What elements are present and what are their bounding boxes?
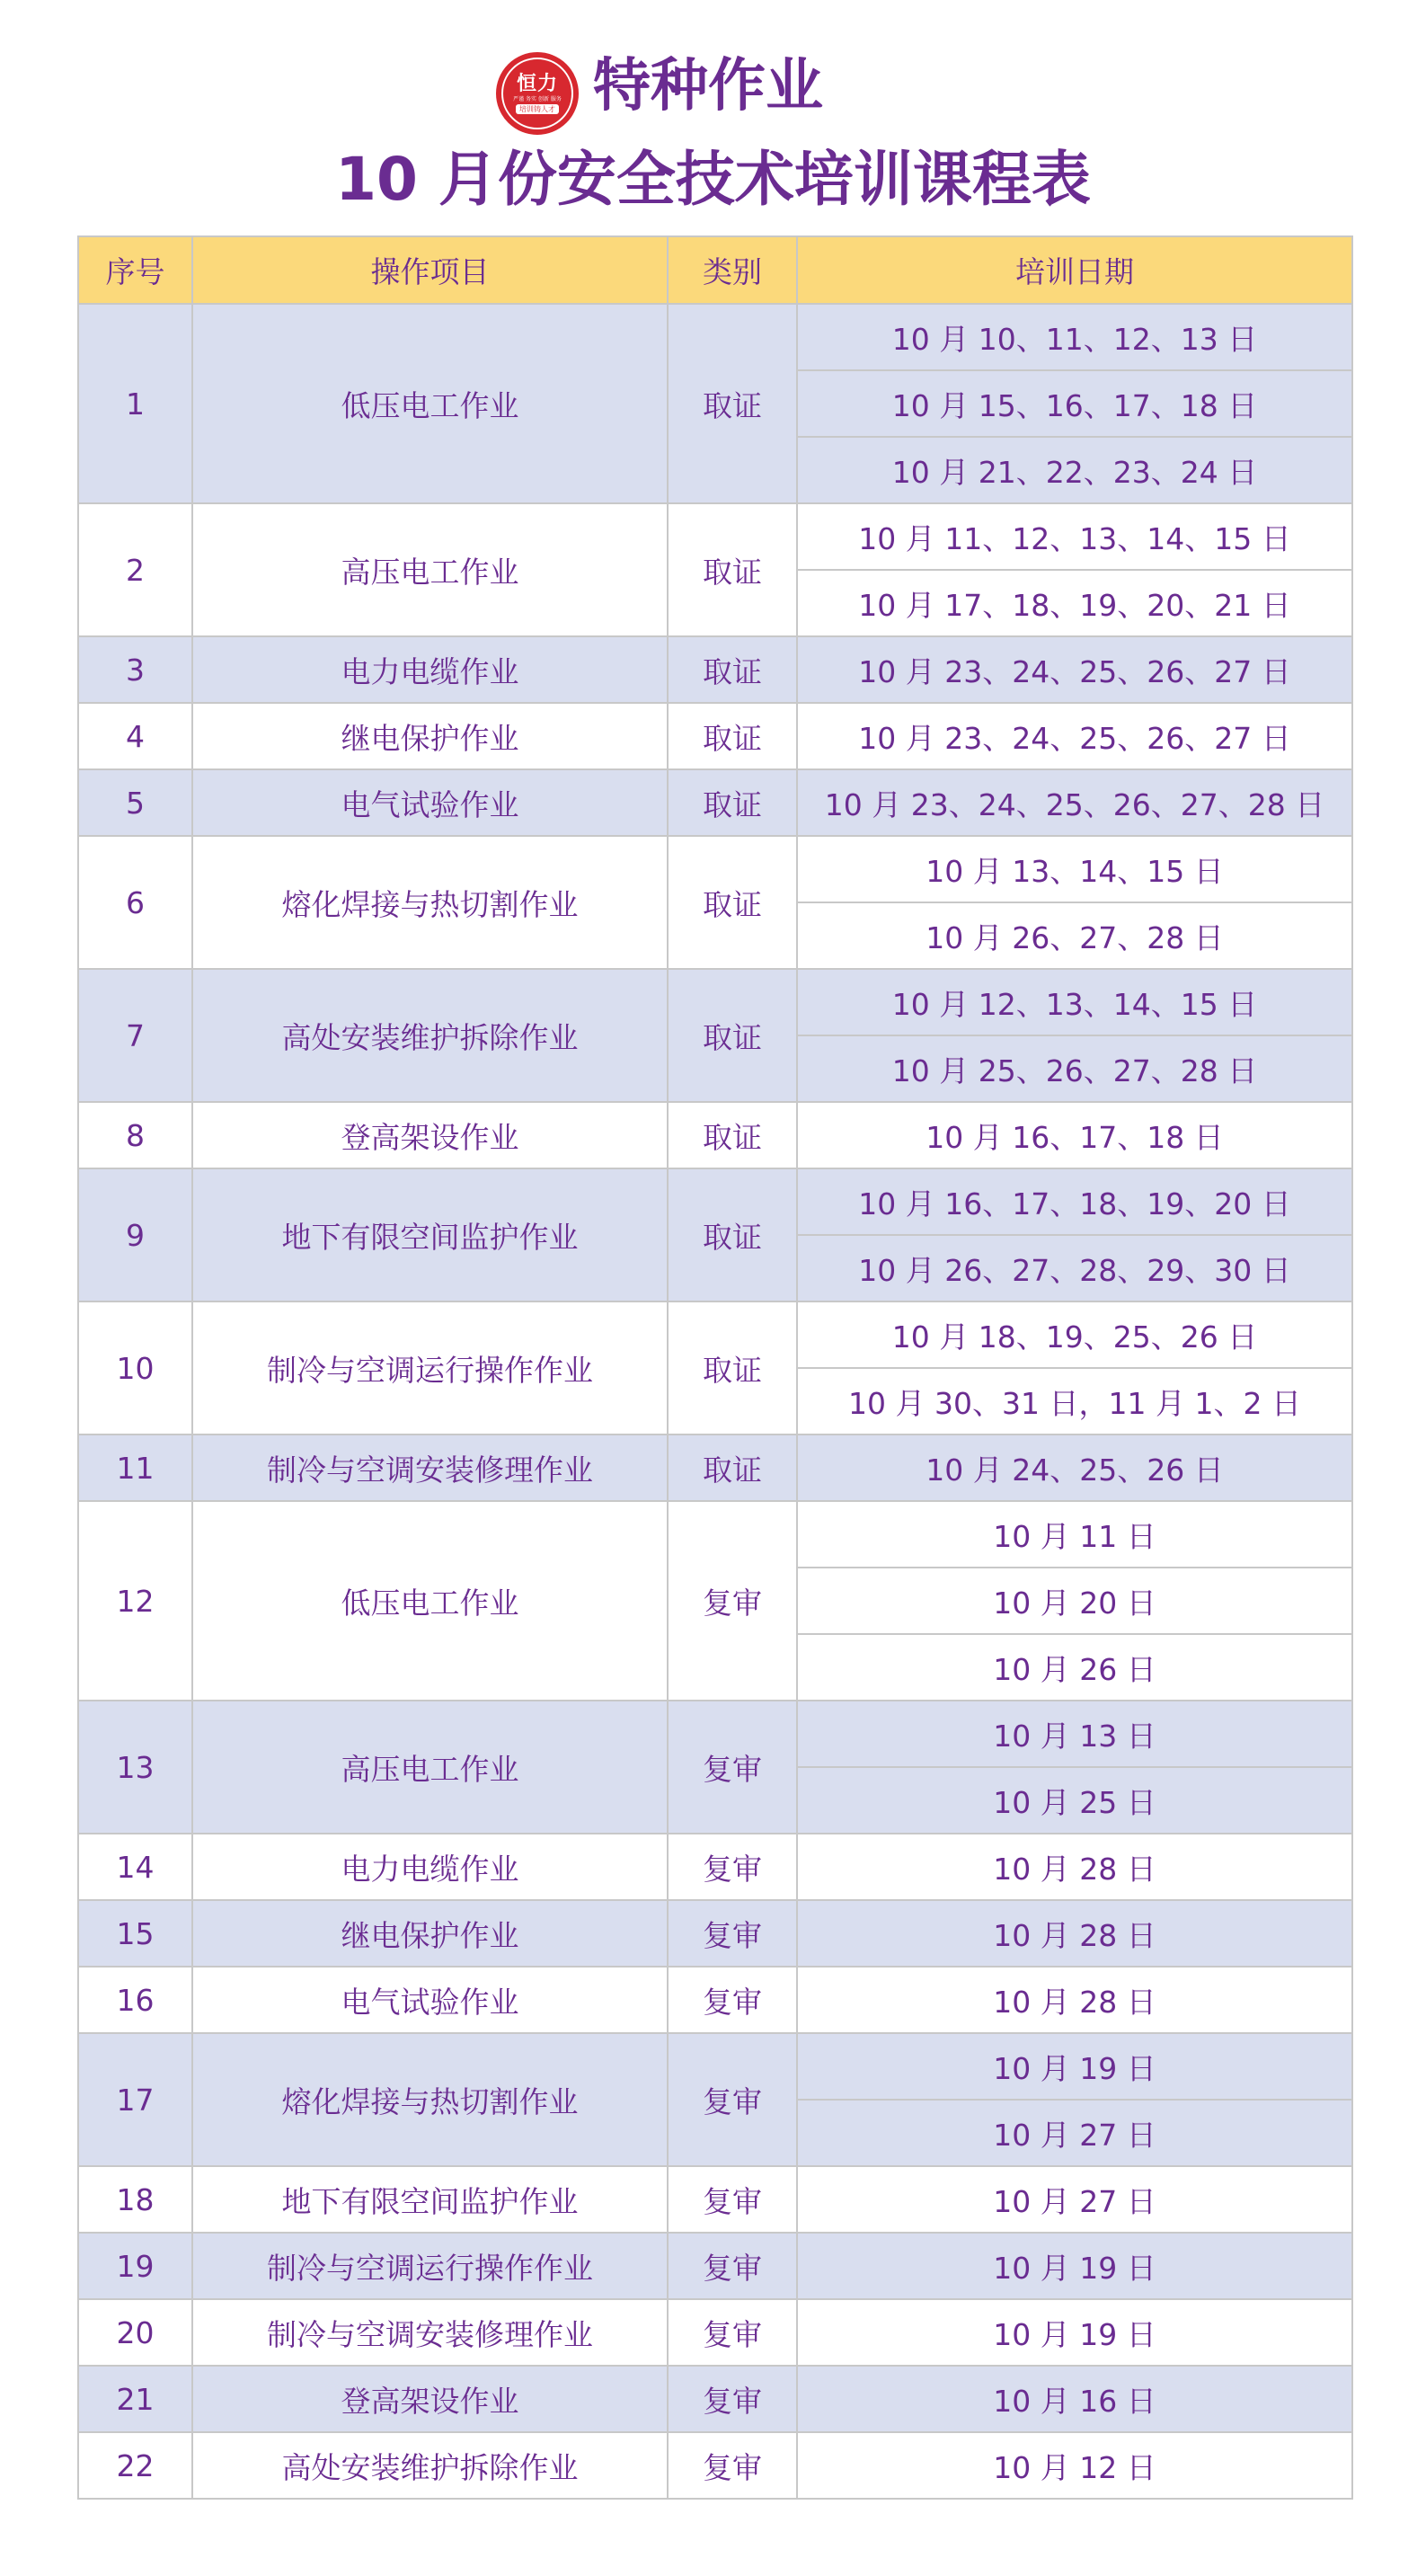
row-number-cell: 7 (78, 969, 192, 1102)
operation-item-cell: 熔化焊接与热切割作业 (192, 836, 668, 969)
table-row (78, 1168, 1352, 1235)
table-row (78, 1102, 1352, 1168)
training-date-cell: 10 月 13 日 (797, 1701, 1352, 1767)
table-row (78, 2166, 1352, 2233)
row-number-cell: 4 (78, 703, 192, 769)
training-date-cell: 10 月 15、16、17、18 日 (797, 370, 1352, 437)
row-number-cell: 21 (78, 2366, 192, 2432)
training-date-cell: 10 月 10、11、12、13 日 (797, 304, 1352, 370)
table-row (78, 1967, 1352, 2033)
row-number-cell: 11 (78, 1435, 192, 1501)
category-cell: 复审 (668, 1701, 797, 1834)
table-row (78, 636, 1352, 703)
table-header-row (78, 236, 1352, 304)
operation-item-cell: 高处安装维护拆除作业 (192, 2432, 668, 2499)
category-cell: 取证 (668, 969, 797, 1102)
training-date-cell: 10 月 21、22、23、24 日 (797, 437, 1352, 503)
row-number-cell: 16 (78, 1967, 192, 2033)
training-date-cell: 10 月 13、14、15 日 (797, 836, 1352, 902)
category-cell: 取证 (668, 636, 797, 703)
logo-sub-text: 培训铸人才 (516, 104, 559, 114)
category-cell: 复审 (668, 1501, 797, 1701)
logo-slogan-text: 严谨 务实 创新 服务 (513, 95, 562, 102)
logo-brand-text: 恒力 (516, 72, 558, 95)
row-number-cell: 8 (78, 1102, 192, 1168)
training-date-cell: 10 月 20 日 (797, 1568, 1352, 1634)
category-cell: 取证 (668, 703, 797, 769)
training-date-cell: 10 月 26、27、28、29、30 日 (797, 1235, 1352, 1301)
operation-item-cell: 地下有限空间监护作业 (192, 2166, 668, 2233)
table-row (78, 836, 1352, 902)
category-cell: 复审 (668, 2166, 797, 2233)
table-row (78, 2033, 1352, 2100)
header-no: 序号 (78, 236, 192, 304)
operation-item-cell: 继电保护作业 (192, 1900, 668, 1967)
schedule-table (77, 235, 1353, 2500)
training-date-cell: 10 月 25、26、27、28 日 (797, 1035, 1352, 1102)
table-row (78, 1301, 1352, 1368)
category-cell: 取证 (668, 1435, 797, 1501)
category-cell: 复审 (668, 2299, 797, 2366)
table-row (78, 503, 1352, 570)
header-type: 类别 (668, 236, 797, 304)
training-date-cell: 10 月 19 日 (797, 2233, 1352, 2299)
operation-item-cell: 登高架设作业 (192, 1102, 668, 1168)
training-date-cell: 10 月 16 日 (797, 2366, 1352, 2432)
row-number-cell: 2 (78, 503, 192, 636)
table-row (78, 2299, 1352, 2366)
operation-item-cell: 电气试验作业 (192, 769, 668, 836)
training-date-cell: 10 月 24、25、26 日 (797, 1435, 1352, 1501)
table-row (78, 1834, 1352, 1900)
category-cell: 复审 (668, 1834, 797, 1900)
row-number-cell: 17 (78, 2033, 192, 2166)
category-cell: 取证 (668, 836, 797, 969)
category-cell: 复审 (668, 1967, 797, 2033)
category-cell: 复审 (668, 2366, 797, 2432)
training-date-cell: 10 月 26、27、28 日 (797, 902, 1352, 969)
training-date-cell: 10 月 28 日 (797, 1834, 1352, 1900)
operation-item-cell: 高压电工作业 (192, 503, 668, 636)
table-row (78, 1701, 1352, 1767)
operation-item-cell: 电力电缆作业 (192, 636, 668, 703)
category-cell: 复审 (668, 1900, 797, 1967)
table-row (78, 2233, 1352, 2299)
category-cell: 取证 (668, 1301, 797, 1435)
training-date-cell: 10 月 16、17、18 日 (797, 1102, 1352, 1168)
row-number-cell: 5 (78, 769, 192, 836)
category-cell: 取证 (668, 1102, 797, 1168)
company-logo (496, 52, 579, 135)
operation-item-cell: 继电保护作业 (192, 703, 668, 769)
operation-item-cell: 制冷与空调运行操作作业 (192, 2233, 668, 2299)
training-date-cell: 10 月 19 日 (797, 2299, 1352, 2366)
training-date-cell: 10 月 23、24、25、26、27 日 (797, 636, 1352, 703)
row-number-cell: 18 (78, 2166, 192, 2233)
training-date-cell: 10 月 23、24、25、26、27、28 日 (797, 769, 1352, 836)
training-date-cell: 10 月 28 日 (797, 1967, 1352, 2033)
category-cell: 取证 (668, 503, 797, 636)
operation-item-cell: 地下有限空间监护作业 (192, 1168, 668, 1301)
table-row (78, 769, 1352, 836)
table-body (78, 304, 1352, 2499)
operation-item-cell: 制冷与空调安装修理作业 (192, 2299, 668, 2366)
row-number-cell: 9 (78, 1168, 192, 1301)
category-cell: 复审 (668, 2033, 797, 2166)
operation-item-cell: 低压电工作业 (192, 1501, 668, 1701)
table-row (78, 2432, 1352, 2499)
category-cell: 复审 (668, 2233, 797, 2299)
training-date-cell: 10 月 17、18、19、20、21 日 (797, 570, 1352, 636)
operation-item-cell: 制冷与空调安装修理作业 (192, 1435, 668, 1501)
header-item: 操作项目 (192, 236, 668, 304)
operation-item-cell: 电气试验作业 (192, 1967, 668, 2033)
page-subtitle: 10 月份安全技术培训课程表 (335, 145, 1091, 214)
operation-item-cell: 制冷与空调运行操作作业 (192, 1301, 668, 1435)
page-title: 特种作业 (593, 53, 823, 120)
operation-item-cell: 低压电工作业 (192, 304, 668, 503)
category-cell: 取证 (668, 304, 797, 503)
training-date-cell: 10 月 27 日 (797, 2100, 1352, 2166)
training-date-cell: 10 月 12、13、14、15 日 (797, 969, 1352, 1035)
row-number-cell: 19 (78, 2233, 192, 2299)
row-number-cell: 6 (78, 836, 192, 969)
row-number-cell: 20 (78, 2299, 192, 2366)
row-number-cell: 12 (78, 1501, 192, 1701)
training-date-cell: 10 月 18、19、25、26 日 (797, 1301, 1352, 1368)
training-date-cell: 10 月 16、17、18、19、20 日 (797, 1168, 1352, 1235)
operation-item-cell: 高压电工作业 (192, 1701, 668, 1834)
header-dates: 培训日期 (797, 236, 1352, 304)
operation-item-cell: 电力电缆作业 (192, 1834, 668, 1900)
table-row (78, 304, 1352, 370)
table-row (78, 2366, 1352, 2432)
row-number-cell: 1 (78, 304, 192, 503)
row-number-cell: 15 (78, 1900, 192, 1967)
training-date-cell: 10 月 30、31 日，11 月 1、2 日 (797, 1368, 1352, 1435)
training-date-cell: 10 月 26 日 (797, 1634, 1352, 1701)
table-row (78, 1435, 1352, 1501)
training-date-cell: 10 月 27 日 (797, 2166, 1352, 2233)
row-number-cell: 14 (78, 1834, 192, 1900)
row-number-cell: 3 (78, 636, 192, 703)
page-header (0, 0, 1426, 235)
training-date-cell: 10 月 23、24、25、26、27 日 (797, 703, 1352, 769)
table-row (78, 969, 1352, 1035)
operation-item-cell: 高处安装维护拆除作业 (192, 969, 668, 1102)
category-cell: 取证 (668, 1168, 797, 1301)
training-date-cell: 10 月 11 日 (797, 1501, 1352, 1568)
row-number-cell: 22 (78, 2432, 192, 2499)
operation-item-cell: 熔化焊接与热切割作业 (192, 2033, 668, 2166)
row-number-cell: 10 (78, 1301, 192, 1435)
training-date-cell: 10 月 11、12、13、14、15 日 (797, 503, 1352, 570)
training-date-cell: 10 月 25 日 (797, 1767, 1352, 1834)
table-row (78, 703, 1352, 769)
category-cell: 复审 (668, 2432, 797, 2499)
training-date-cell: 10 月 28 日 (797, 1900, 1352, 1967)
row-number-cell: 13 (78, 1701, 192, 1834)
training-date-cell: 10 月 19 日 (797, 2033, 1352, 2100)
training-date-cell: 10 月 12 日 (797, 2432, 1352, 2499)
table-row (78, 1900, 1352, 1967)
logo-ring (501, 58, 573, 129)
operation-item-cell: 登高架设作业 (192, 2366, 668, 2432)
table-row (78, 1501, 1352, 1568)
category-cell: 取证 (668, 769, 797, 836)
